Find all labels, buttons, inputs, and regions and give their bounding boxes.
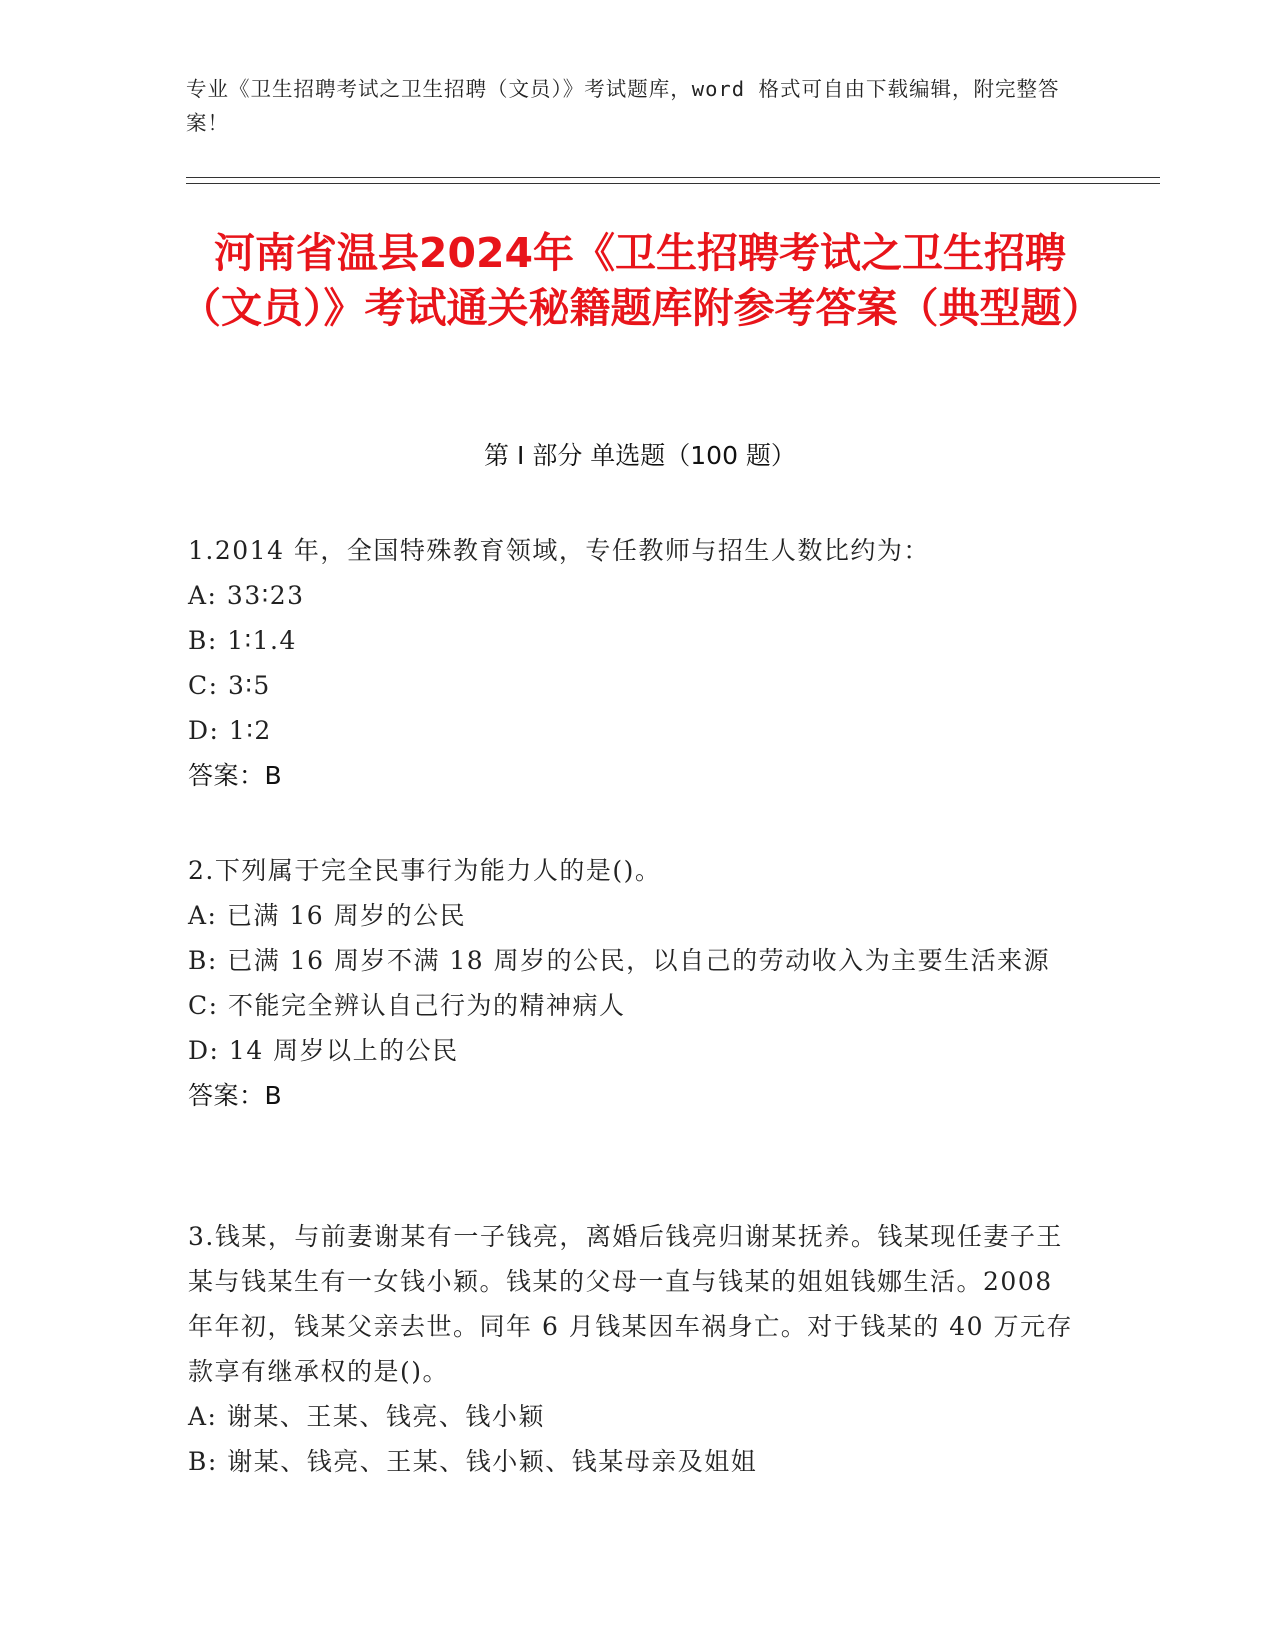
option-b: B: 已满 16 周岁不满 18 周岁的公民，以自己的劳动收入为主要生活来源: [188, 946, 1051, 975]
option-c: C: 不能完全辨认自己行为的精神病人: [188, 991, 626, 1020]
question-stem: 2.下列属于完全民事行为能力人的是()。: [188, 856, 662, 885]
option-b: B: 1∶1.4: [188, 626, 297, 655]
question-2: [188, 848, 1088, 1118]
section-heading: 第 I 部分 单选题（100 题）: [484, 441, 796, 470]
option-d: D: 1∶2: [188, 716, 272, 745]
option-a: A: 33∶23: [188, 581, 305, 610]
question-stem: 1.2014 年，全国特殊教育领域，专任教师与招生人数比约为：: [188, 536, 930, 565]
header-divider-top: [186, 177, 1160, 178]
header-note: 专业《卫生招聘考试之卫生招聘（文员）》考试题库，word 格式可自由下载编辑，附完整答案！: [186, 77, 1060, 135]
option-a: A: 已满 16 周岁的公民: [188, 901, 467, 930]
option-a: A: 谢某、王某、钱亮、钱小颖: [188, 1402, 545, 1431]
option-c: C: 3∶5: [188, 671, 271, 700]
question-3: [188, 1214, 1088, 1484]
question-1: [188, 528, 1088, 798]
option-d: D: 14 周岁以上的公民: [188, 1036, 459, 1065]
question-stem: 3.钱某，与前妻谢某有一子钱亮，离婚后钱亮归谢某抚养。钱某现任妻子王某与钱某生有一女钱小颖。钱某的父母一直与钱某的姐姐钱娜生活。2008 年年初，钱某父亲去世。同年 6 月钱某因车祸身亡。对于钱某的 40 万元存款享有继承权的是()。: [188, 1222, 1074, 1386]
document-title: 河南省温县2024年《卫生招聘考试之卫生招聘（文员）》考试通关秘籍题库附参考答案（典型题）: [180, 229, 1103, 332]
answer-label: 答案：B: [188, 761, 283, 790]
answer-label: 答案：B: [188, 1081, 283, 1110]
option-b: B: 谢某、钱亮、王某、钱小颖、钱某母亲及姐姐: [188, 1447, 758, 1476]
header-divider-bottom: [186, 183, 1160, 184]
